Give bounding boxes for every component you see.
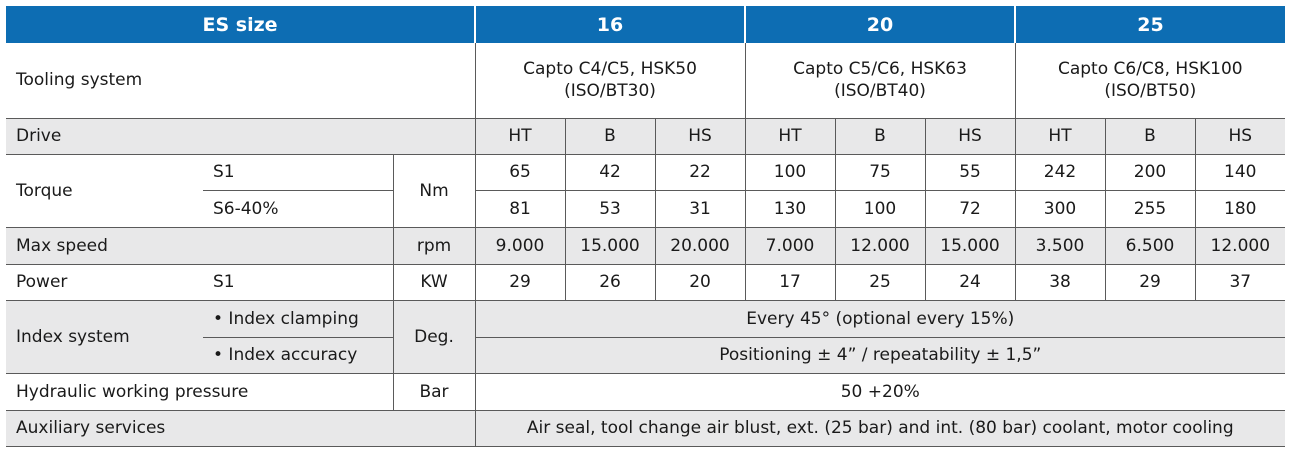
size-20-header: 20 — [745, 6, 1015, 43]
max-speed-cell: 3.500 — [1015, 227, 1105, 264]
torque-s6-cell: 81 — [475, 190, 565, 227]
drive-cell: HT — [1015, 118, 1105, 154]
drive-cell: HT — [475, 118, 565, 154]
tooling-25-line2: (ISO/BT50) — [1104, 81, 1197, 102]
tooling-20 — [745, 43, 1015, 118]
max-speed-cell: 9.000 — [475, 227, 565, 264]
power-row — [6, 264, 1285, 300]
auxiliary-row — [6, 410, 1285, 446]
tooling-20-line2: (ISO/BT40) — [834, 81, 926, 102]
torque-s6-cell: 180 — [1195, 190, 1285, 227]
torque-s1-cell: 100 — [745, 154, 835, 190]
power-cell: 29 — [475, 264, 565, 300]
tooling-label: Tooling system — [6, 43, 475, 118]
max-speed-unit: rpm — [393, 227, 475, 264]
drive-cell: B — [1105, 118, 1195, 154]
torque-s6-cell: 300 — [1015, 190, 1105, 227]
torque-s1-cell: 22 — [655, 154, 745, 190]
torque-s1-cell: 75 — [835, 154, 925, 190]
hydraulic-row — [6, 373, 1285, 410]
header-row — [6, 6, 1285, 43]
hydraulic-value: 50 +20% — [475, 373, 1285, 410]
power-cell: 26 — [565, 264, 655, 300]
torque-s1-label: S1 — [203, 154, 393, 190]
drive-cell: B — [565, 118, 655, 154]
drive-cell: HS — [925, 118, 1015, 154]
size-25-header: 25 — [1015, 6, 1285, 43]
power-label: Power — [6, 264, 203, 300]
torque-s1-cell: 55 — [925, 154, 1015, 190]
tooling-20-line1: Capto C5/C6, HSK63 — [793, 59, 967, 80]
torque-s1-cell: 242 — [1015, 154, 1105, 190]
index-accuracy-label: • Index accuracy — [203, 337, 393, 373]
power-unit: KW — [393, 264, 475, 300]
size-16-header: 16 — [475, 6, 745, 43]
index-system-unit: Deg. — [393, 300, 475, 373]
torque-s6-cell: 53 — [565, 190, 655, 227]
power-cell: 17 — [745, 264, 835, 300]
torque-s6-cell: 100 — [835, 190, 925, 227]
tooling-16-line1: Capto C4/C5, HSK50 — [523, 59, 697, 80]
hydraulic-label: Hydraulic working pressure — [6, 373, 393, 410]
torque-s1-cell: 140 — [1195, 154, 1285, 190]
torque-s6-cell: 31 — [655, 190, 745, 227]
tooling-25-line1: Capto C6/C8, HSK100 — [1057, 59, 1243, 80]
torque-s6-cell: 130 — [745, 190, 835, 227]
index-clamping-row — [6, 300, 1285, 337]
max-speed-row — [6, 227, 1285, 264]
power-cell: 29 — [1105, 264, 1195, 300]
power-cell: 20 — [655, 264, 745, 300]
tooling-25 — [1015, 43, 1285, 118]
tooling-16-line2: (ISO/BT30) — [564, 81, 656, 102]
torque-s1-cell: 200 — [1105, 154, 1195, 190]
tooling-16 — [475, 43, 745, 118]
max-speed-cell: 7.000 — [745, 227, 835, 264]
power-cell: 25 — [835, 264, 925, 300]
drive-cell: HT — [745, 118, 835, 154]
drive-row — [6, 118, 1285, 154]
index-accuracy-value: Positioning ± 4” / repeatability ± 1,5” — [475, 337, 1285, 373]
drive-cell: B — [835, 118, 925, 154]
max-speed-label: Max speed — [6, 227, 393, 264]
max-speed-cell: 15.000 — [565, 227, 655, 264]
tooling-row — [6, 43, 1285, 118]
power-sub-label: S1 — [203, 264, 393, 300]
max-speed-cell: 15.000 — [925, 227, 1015, 264]
drive-label: Drive — [6, 118, 475, 154]
spec-table — [6, 6, 1285, 447]
es-size-header: ES size — [6, 6, 475, 43]
torque-s6-cell: 255 — [1105, 190, 1195, 227]
drive-cell: HS — [1195, 118, 1285, 154]
auxiliary-label: Auxiliary services — [6, 410, 475, 446]
max-speed-cell: 6.500 — [1105, 227, 1195, 264]
auxiliary-value: Air seal, tool change air blust, ext. (25 bar) and int. (80 bar) coolant, motor cooling — [475, 410, 1285, 446]
max-speed-cell: 12.000 — [1195, 227, 1285, 264]
index-system-label: Index system — [6, 300, 203, 373]
torque-label: Torque — [6, 154, 203, 227]
index-clamping-label: • Index clamping — [203, 300, 393, 337]
torque-s1-cell: 65 — [475, 154, 565, 190]
power-cell: 38 — [1015, 264, 1105, 300]
power-cell: 37 — [1195, 264, 1285, 300]
torque-s6-label: S6-40% — [203, 190, 393, 227]
power-cell: 24 — [925, 264, 1015, 300]
max-speed-cell: 20.000 — [655, 227, 745, 264]
torque-unit: Nm — [393, 154, 475, 227]
torque-s6-cell: 72 — [925, 190, 1015, 227]
torque-s1-row — [6, 154, 1285, 190]
torque-s1-cell: 42 — [565, 154, 655, 190]
hydraulic-unit: Bar — [393, 373, 475, 410]
max-speed-cell: 12.000 — [835, 227, 925, 264]
drive-cell: HS — [655, 118, 745, 154]
index-clamping-value: Every 45° (optional every 15%) — [475, 300, 1285, 337]
